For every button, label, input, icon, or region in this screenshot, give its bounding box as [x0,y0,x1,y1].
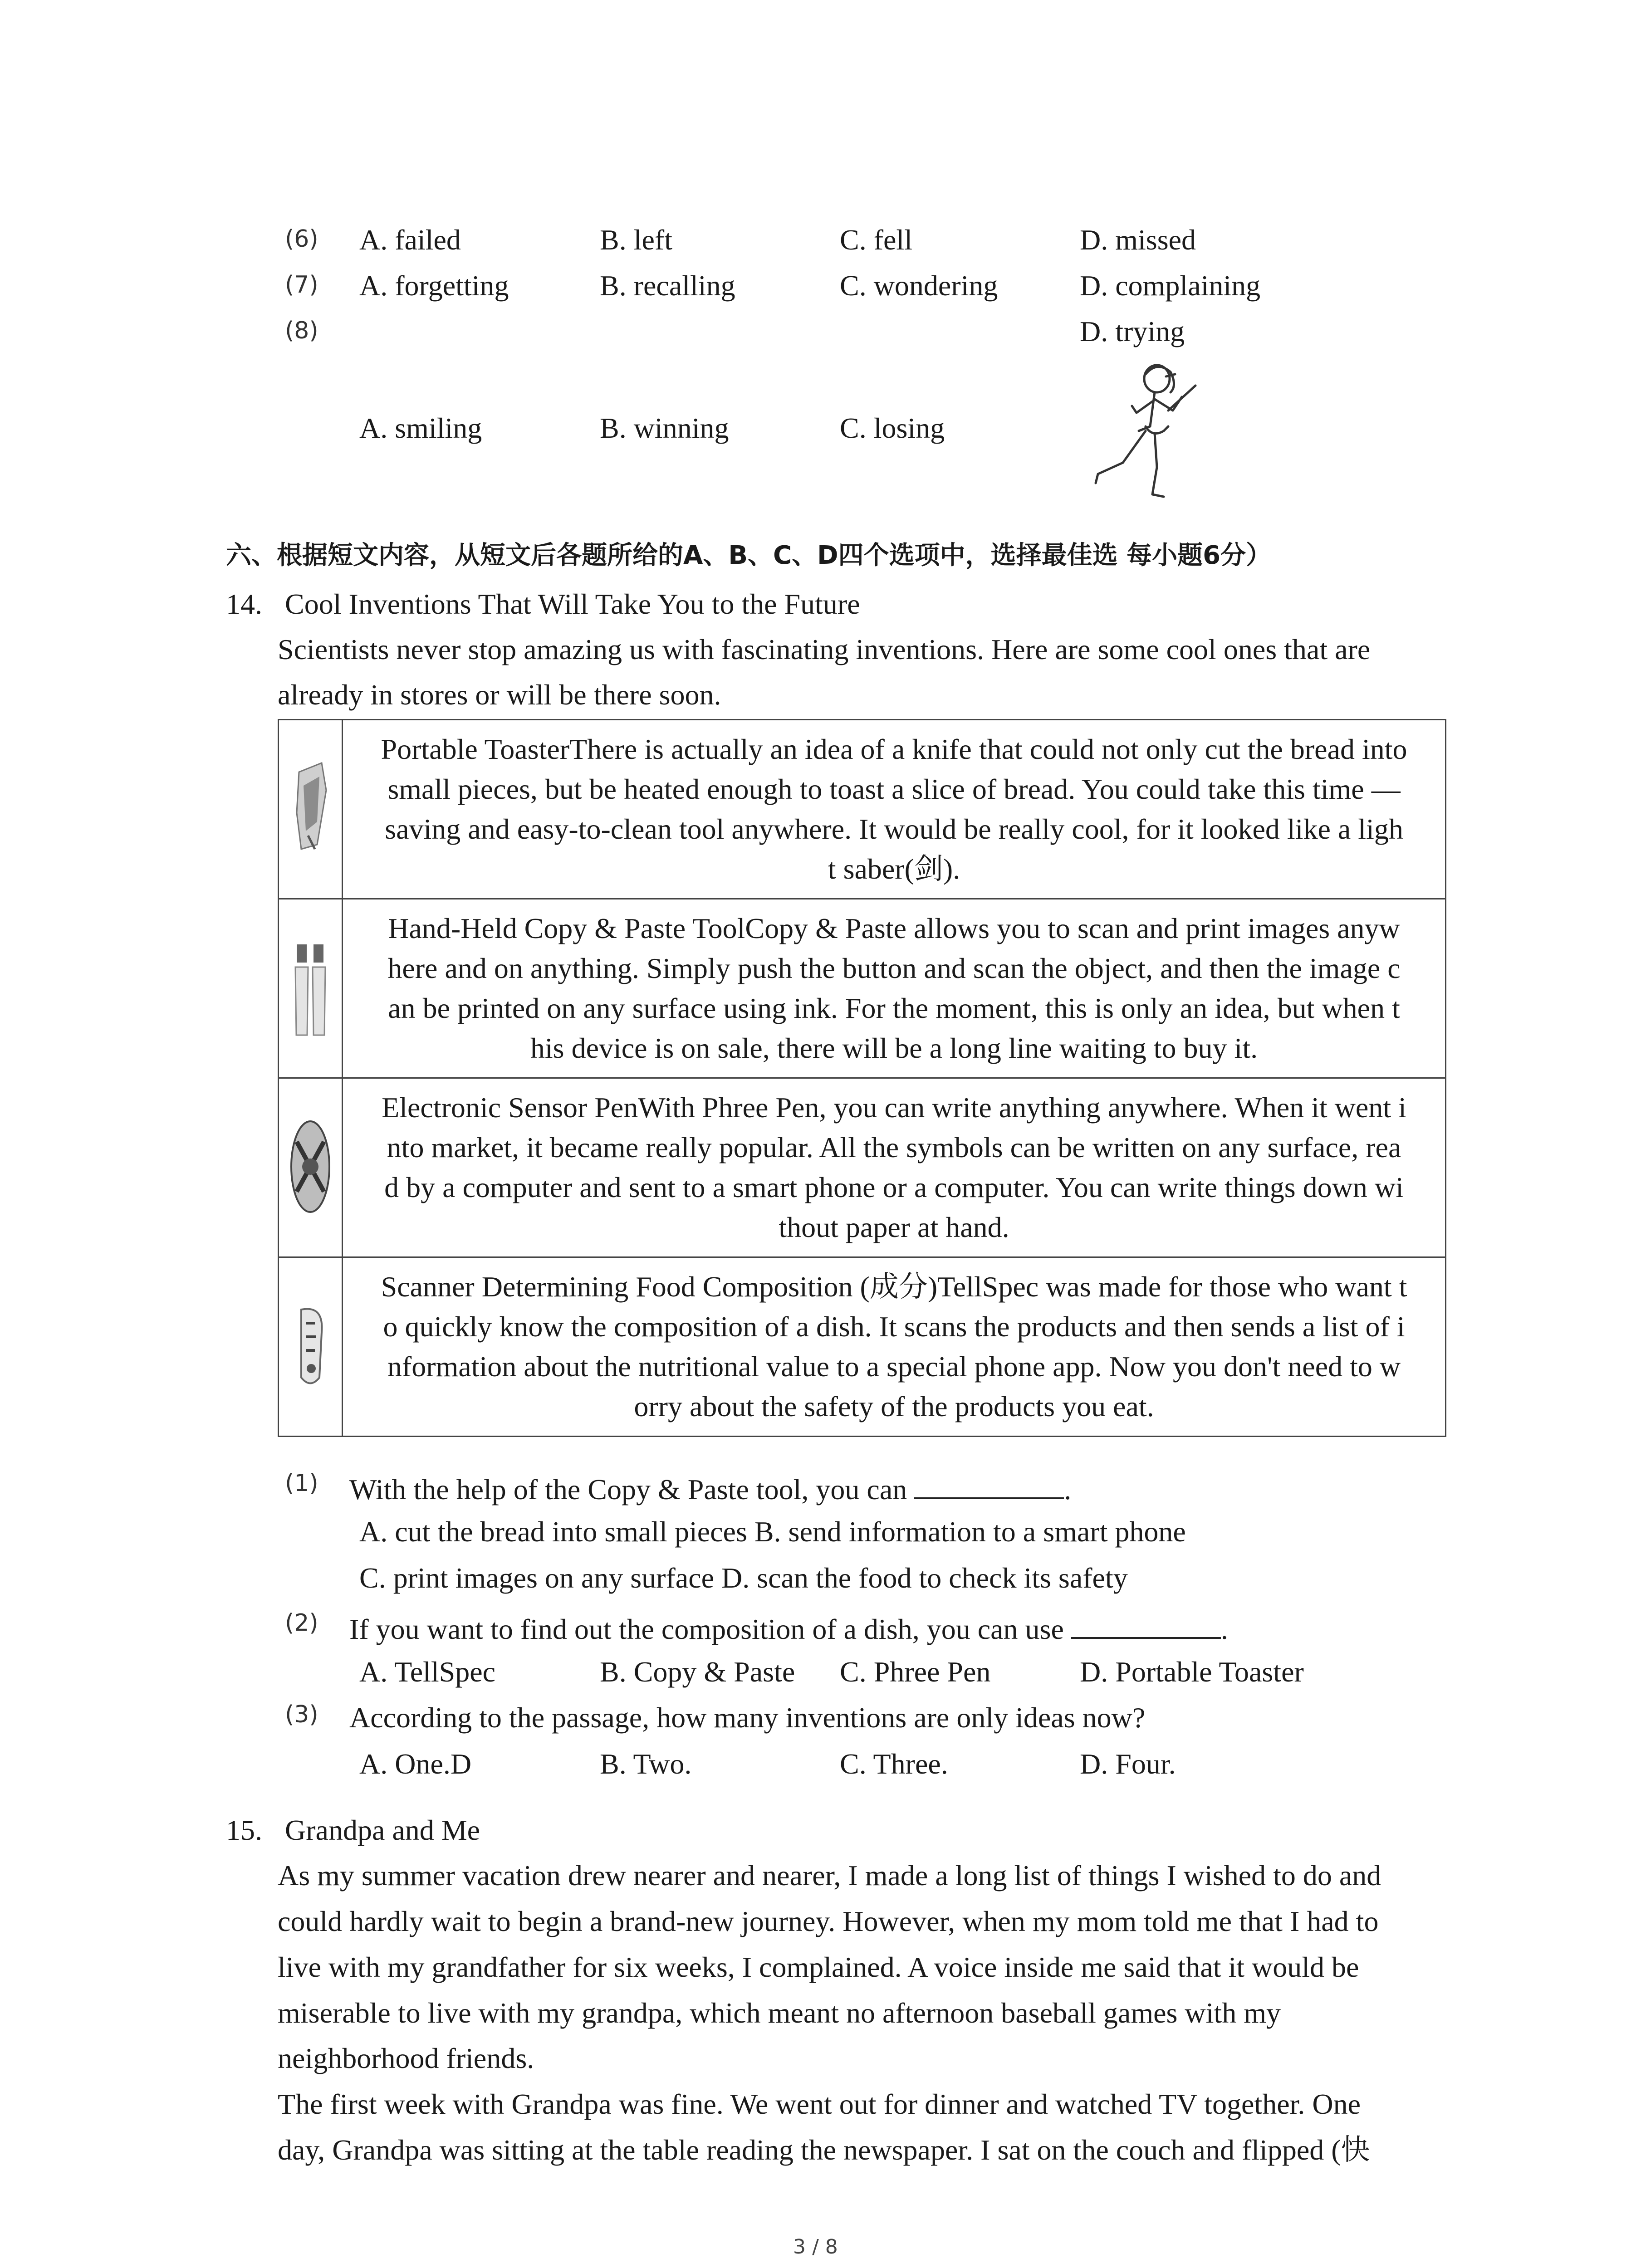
stem-text: With the help of the Copy & Paste tool, you can [349,1473,907,1505]
question-number: (7) [285,271,318,298]
table-line: an be printed on any surface using ink. For the moment, this is only an idea, but when t [388,992,1400,1024]
table-line: thout paper at hand. [779,1211,1009,1243]
answer-blank[interactable] [914,1472,1064,1499]
running-girl-illustration [1078,358,1209,503]
options-line: A. cut the bread into small pieces B. send information to a smart phone [359,1515,1186,1548]
option-d: D. Portable Toaster [1080,1656,1304,1688]
table-row [279,720,1446,899]
invention-description [343,899,1446,1078]
option-a: A. forgetting [359,269,509,302]
question-stem [349,1472,1071,1504]
passage-line: live with my grandfather for six weeks, I complained. A voice inside me said that it would be [278,1951,1359,1983]
table-line: d by a computer and sent to a smart phone or a computer. You can write things down wi [384,1171,1404,1203]
option-a: A. TellSpec [359,1656,496,1688]
option-c: C. Phree Pen [840,1656,991,1688]
section-heading: 六、根据短文内容，从短文后各题所给的A、B、C、D四个选项中，选择最佳选 每小题6分） [226,541,1272,570]
question-number: (6) [285,225,318,253]
option-b: B. winning [600,412,729,444]
copy-paste-tool-icon [279,899,343,1078]
stem-text: If you want to find out the composition of a dish, you can use [349,1613,1064,1645]
option-d: D. complaining [1080,269,1261,302]
food-scanner-icon [279,1257,343,1437]
passage-line: could hardly wait to begin a brand-new journey. However, when my mom told me that I had to [278,1905,1379,1937]
table-line: t saber(剑). [828,853,960,885]
page-number: 3 / 8 [793,2235,838,2258]
option-a: A. smiling [359,412,482,444]
answer-blank[interactable] [1071,1612,1221,1639]
option-d: D. trying [1080,315,1185,347]
intro-line: already in stores or will be there soon. [278,679,721,711]
invention-description [343,1078,1446,1257]
table-line: his device is on sale, there will be a long line waiting to buy it. [530,1032,1258,1064]
option-c: C. wondering [840,269,998,302]
table-row [279,1078,1446,1257]
option-b: B. recalling [600,269,735,302]
invention-description [343,1257,1446,1437]
table-line: saving and easy-to-clean tool anywhere. It would be really cool, for it looked like a ligh [385,813,1403,845]
table-line: Hand-Held Copy & Paste ToolCopy & Paste allows you to scan and print images anyw [388,912,1400,944]
table-line: o quickly know the composition of a dish. It scans the products and then sends a list of i [383,1310,1405,1343]
option-c: C. fell [840,224,912,256]
option-b: B. left [600,224,672,256]
option-d: D. missed [1080,224,1196,256]
table-line: Scanner Determining Food Composition (成分)TellSpec was made for those who want t [381,1271,1407,1303]
table-line: here and on anything. Simply push the button and scan the object, and then the image c [387,952,1401,984]
table-row [279,1257,1446,1437]
question-number: (8) [285,317,318,344]
passage-title: Cool Inventions That Will Take You to the Future [285,588,860,620]
table-line: Electronic Sensor PenWith Phree Pen, you can write anything anywhere. When it went i [382,1091,1406,1124]
stem-end: . [1220,1613,1228,1645]
option-c: C. losing [840,412,945,444]
table-line: Portable ToasterThere is actually an idea of a knife that could not only cut the bread into [381,733,1407,765]
option-b: B. Copy & Paste [600,1656,795,1688]
table-row [279,899,1446,1078]
option-c: C. Three. [840,1748,948,1780]
passage-line: miserable to live with my grandpa, which meant no afternoon baseball games with my [278,1997,1281,2029]
passage-line: As my summer vacation drew nearer and nearer, I made a long list of things I wished to do and [278,1859,1381,1892]
table-line: nto market, it became really popular. All the symbols can be written on any surface, rea [387,1131,1401,1163]
toaster-knife-icon [279,720,343,899]
passage-line: day, Grandpa was sitting at the table reading the newspaper. I sat on the couch and flipped (快 [278,2134,1370,2166]
table-line: small pieces, but be heated enough to toast a slice of bread. You could take this time — [387,773,1401,805]
passage-title: Grandpa and Me [285,1814,480,1846]
passage-line: The first week with Grandpa was fine. We went out for dinner and watched TV together. One [278,2088,1361,2120]
question-stem: According to the passage, how many inventions are only ideas now? [349,1701,1146,1734]
passage-line: neighborhood friends. [278,2042,534,2074]
table-line: orry about the safety of the products you eat. [634,1390,1154,1422]
option-b: B. Two. [600,1748,692,1780]
question-number-15: 15. [226,1814,262,1846]
sensor-pen-icon [279,1078,343,1257]
question-number: (3) [285,1701,318,1728]
option-a: A. One.D [359,1748,472,1780]
intro-line: Scientists never stop amazing us with fascinating inventions. Here are some cool ones that are [278,633,1371,665]
inventions-table [278,719,1446,1437]
option-a: A. failed [359,224,461,256]
question-number-14: 14. [226,588,262,620]
invention-description [343,720,1446,899]
question-number: (1) [285,1470,318,1497]
stem-end: . [1064,1473,1072,1505]
table-line: nformation about the nutritional value to a special phone app. Now you don't need to w [387,1350,1401,1383]
option-d: D. Four. [1080,1748,1176,1780]
options-line: C. print images on any surface D. scan the food to check its safety [359,1562,1128,1594]
question-number: (2) [285,1609,318,1637]
question-stem [349,1612,1228,1644]
